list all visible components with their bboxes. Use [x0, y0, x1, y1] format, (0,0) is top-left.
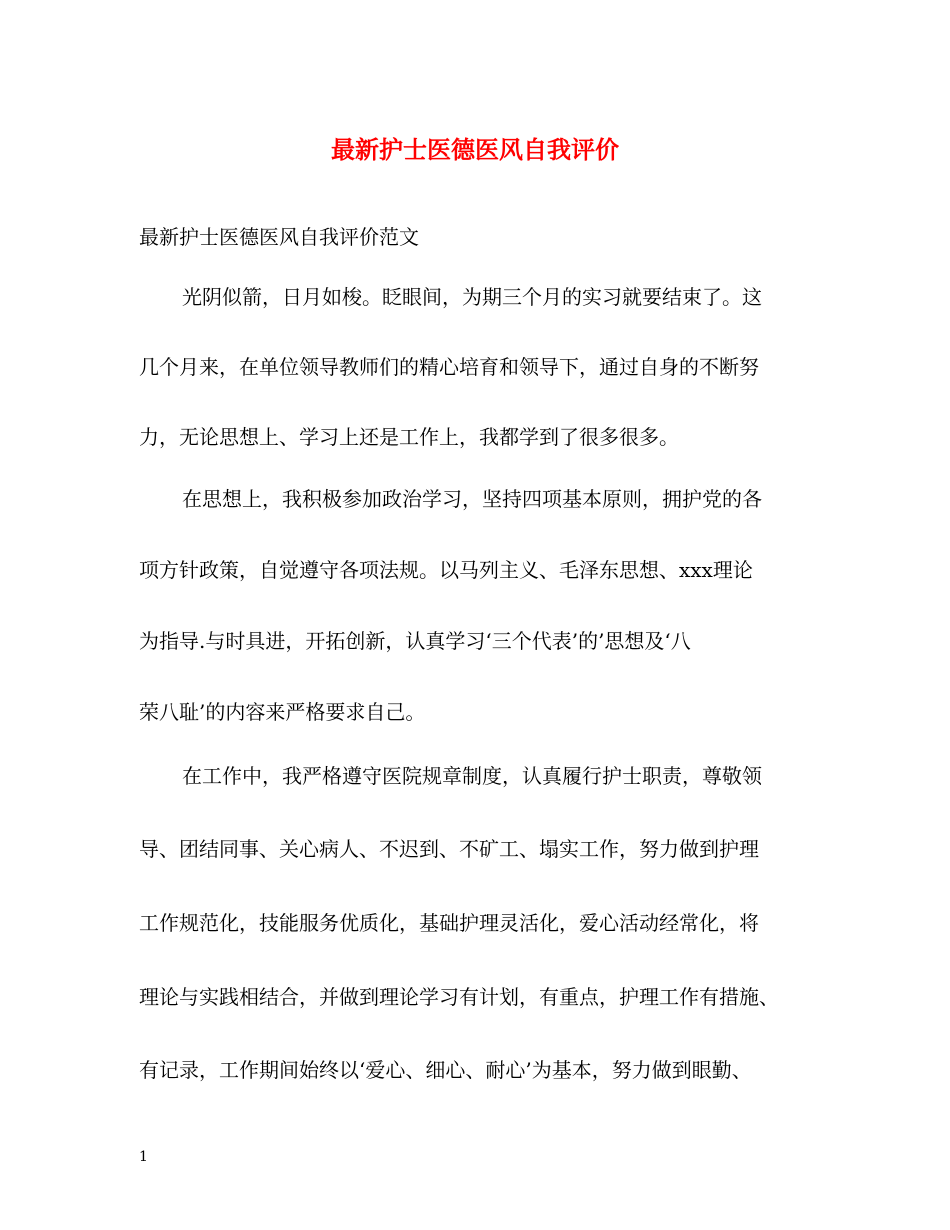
- body-line: 光阴似箭，日月如梭。眨眼间，为期三个月的实习就要结束了。这: [182, 285, 762, 309]
- body-line: 力，无论思想上、学习上还是工作上，我都学到了很多很多。: [139, 425, 679, 449]
- body-line: 工作规范化，技能服务优质化，基础护理灵活化，爱心活动经常化，将: [139, 911, 759, 935]
- body-line: 荣八耻’的内容来严格要求自己。: [139, 700, 426, 724]
- body-line: 在工作中，我严格遵守医院规章制度，认真履行护士职责，尊敬领: [182, 764, 762, 788]
- document-title: 最新护士医德医风自我评价: [331, 135, 619, 164]
- body-line: 导、团结同事、关心病人、不迟到、不矿工、塌实工作，努力做到护理: [139, 837, 759, 861]
- page-number: 1: [139, 1149, 148, 1165]
- body-line: 项方针政策，自觉遵守各项法规。以马列主义、毛泽东思想、xxx理论: [139, 558, 753, 582]
- body-line: 理论与实践相结合，并做到理论学习有计划，有重点，护理工作有措施、: [139, 985, 779, 1009]
- body-line: 几个月来，在单位领导教师们的精心培育和领导下，通过自身的不断努: [139, 355, 759, 379]
- body-line: 在思想上，我积极参加政治学习，坚持四项基本原则，拥护党的各: [182, 487, 762, 511]
- body-line: 为指导.与时具进，开拓创新，认真学习‘三个代表’的’思想及‘八: [139, 629, 691, 653]
- body-line: 有记录，工作期间始终以‘爱心、细心、耐心’为基本，努力做到眼勤、: [139, 1058, 752, 1082]
- document-subtitle: 最新护士医德医风自我评价范文: [139, 225, 419, 249]
